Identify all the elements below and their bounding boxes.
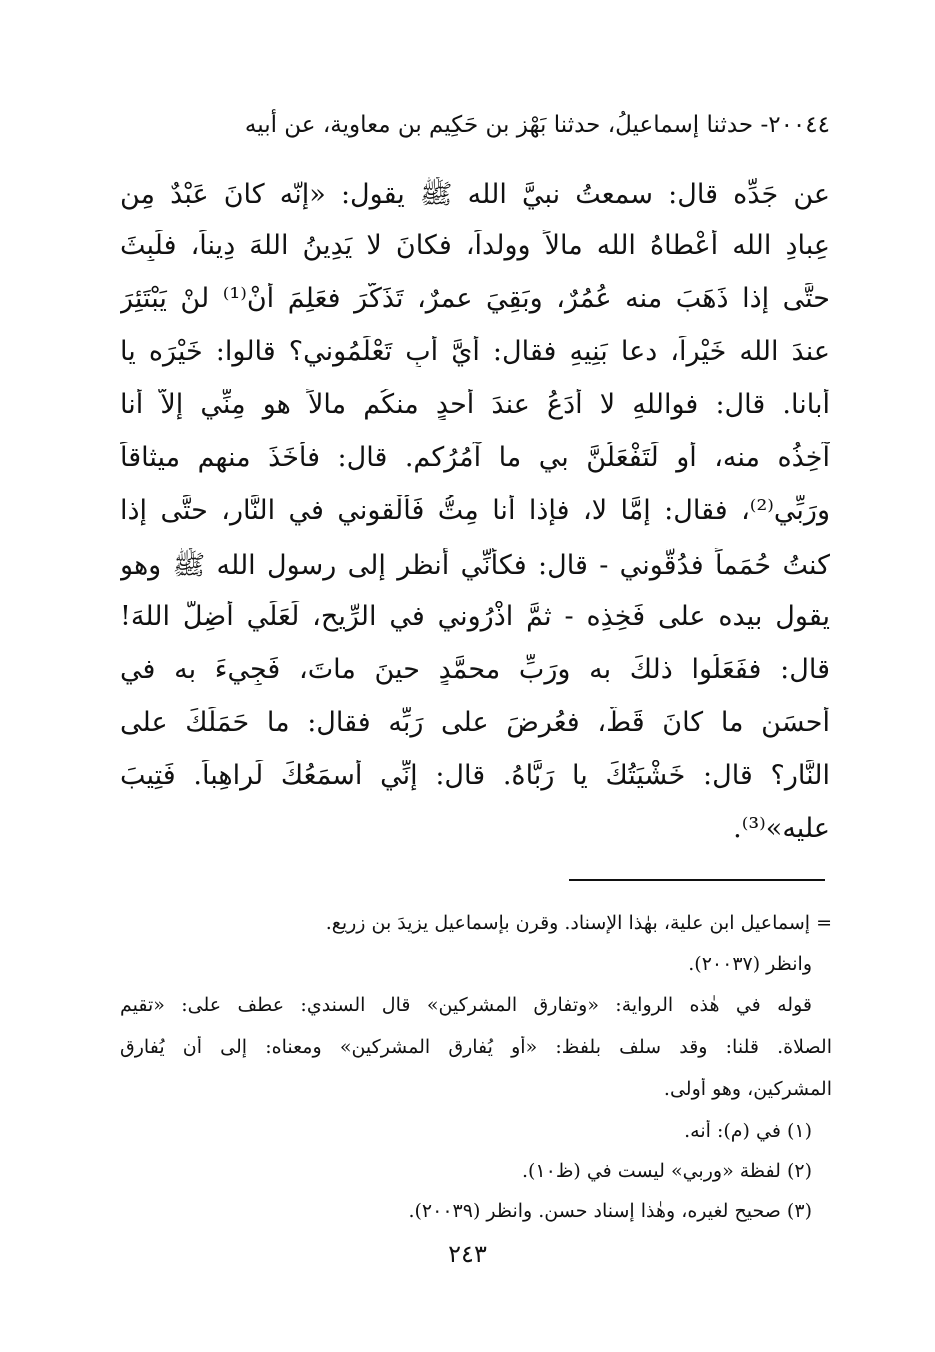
hadith-line: النَّارِ؟ قال: خَشْيَتُكَ يا رَبَّاهُ. قال: إنِّي أسمَعُكَ لَراهِباً. فَتِيبَ [120,760,830,791]
footnote-line: المشركين، وهو أولى. [663,1078,832,1100]
hadith-line: حتَّى إذا ذَهَبَ منه عُمُرٌ، وبَقِيَ عمرٌ، تَذَكَّرَ فعَلِمَ أنْ⁽¹⁾ لنْ يَبْتَئِرَ [120,283,830,314]
hadith-line: أبانا. قال: فواللهِ لا أدَعُ عندَ أحدٍ منكُم مالاً هو مِنِّي إلاّ أنا [120,389,830,420]
hadith-line: عندَ الله خَيْراً، دعا بَنِيهِ فقال: أيَّ أبٍ تَعْلَمُوني؟ قالوا: خَيْرَه يا [120,336,830,367]
footnote-line: وانظر (٢٠٠٣٧). [688,953,812,975]
hadith-line: عِبادِ الله أعْطاهُ الله مالاً وولداً، فكانَ لا يَدِينُ اللهَ دِيناً، فلَبِثَ [120,230,830,261]
hadith-line: عليه»⁽³⁾. [733,813,830,844]
footnote-item: (٢) لفظة «وربي» ليست في (ظ١٠). [521,1160,812,1182]
page-number: ٢٤٣ [448,1240,487,1268]
footnote-line: الصلاة. قلنا: وقد سلف بلفظ: «أو يُفارق المشركين» ومعناه: إلى أن يُفارق [120,1036,832,1058]
footnote-line: = إسماعيل ابن علية، بهٰذا الإسناد. وقرن بإسماعيل يزيدَ بن زريع. [325,912,832,934]
hadith-heading: ٢٠٠٤٤- حدثنا إسماعيلُ، حدثنا بَهْز بن حَكِيم بن معاوية، عن أبيه [244,112,830,138]
hadith-line: أحسَنِ ما كانَ قَطُّ، فعُرِضَ على رَبِّه فقال: ما حَمَلَكَ على [120,707,830,738]
footnote-divider [569,879,825,881]
hadith-line: عن جَدِّه قال: سمعتُ نبيَّ الله ﷺ يقول: «إنّه كانَ عَبْدٌ مِن [120,179,830,210]
hadith-line: كنتُ حُمَماً فدُقُّوني - قال: فكأنِّي أنظر إلى رسول الله ﷺ وهو [120,550,830,581]
hadith-line: آخِذُه منه، أو لَتَفْعَلُنَّ بي ما آمُرُكم. قال: فأخَذَ منهم ميثاقاً [120,442,830,473]
footnote-item: (٣) صحيح لغيره، وهٰذا إسناد حسن. وانظر (٢٠٠٣٩). [408,1200,812,1222]
hadith-line: قال: ففَعَلُوا ذلكَ به ورَبِّ محمَّدٍ حينَ ماتَ، فَجِيءَ به في [120,654,830,685]
footnote-line: قوله في هٰذه الرواية: «وتفارق المشركين» قال السندي: عطف على: «تقيم [120,994,812,1016]
hadith-line: يقول بيده على فَخِذِه - ثمَّ اذْرُوني في الرِّيحِ، لَعَلِّي أَضِلُّ اللهَ! [120,601,830,632]
footnote-item: (١) في (م): أنه. [684,1120,812,1142]
hadith-line: ورَبِّي⁽²⁾، فقال: إمَّا لا، فإذا أنا مِتُّ فَألْقوني في النَّارِ، حتَّى إذا [120,495,830,526]
